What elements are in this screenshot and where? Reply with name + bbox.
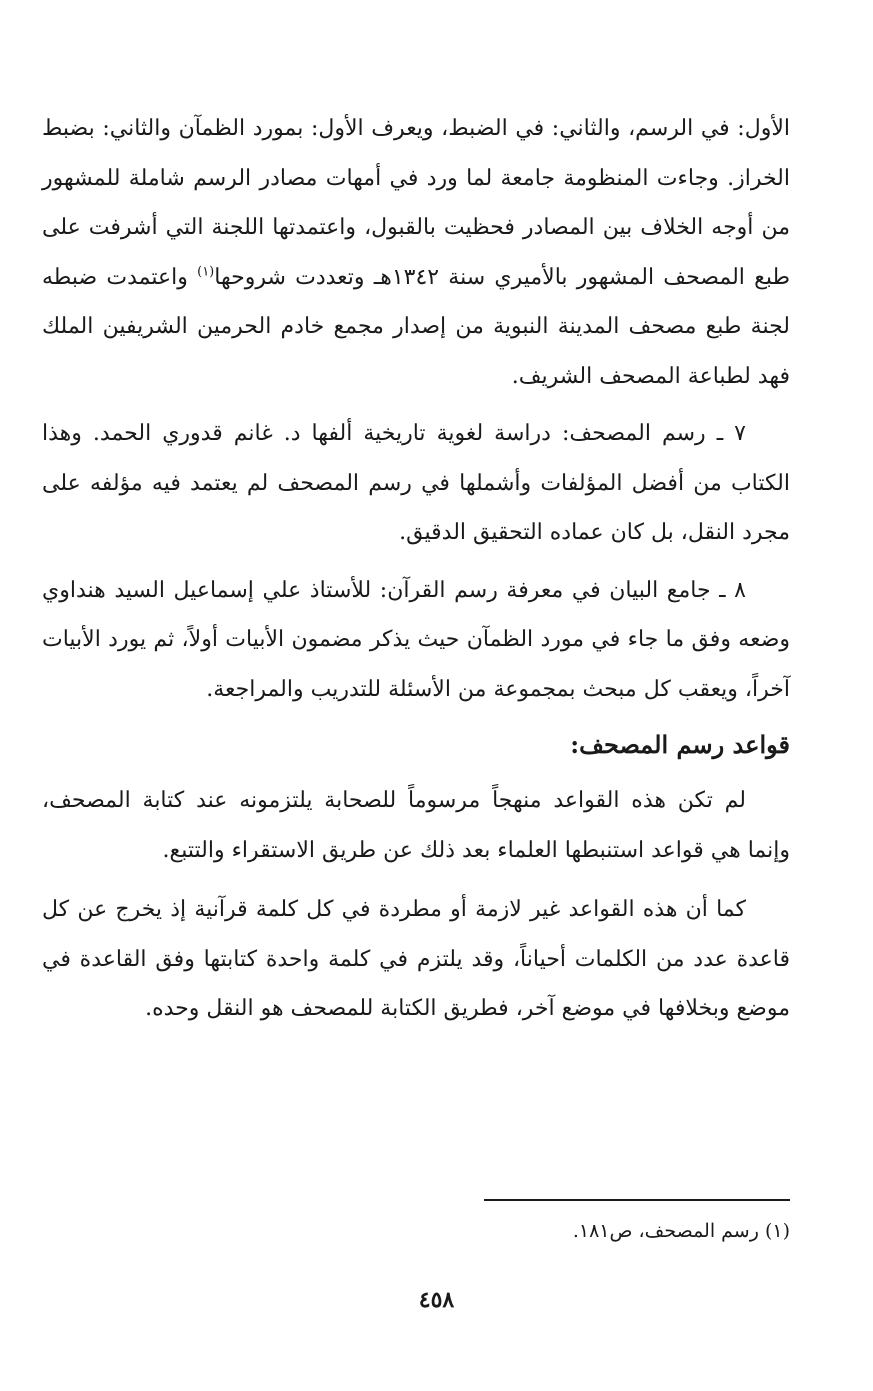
paragraph-rules-exceptions: كما أن هذه القواعد غير لازمة أو مطردة في كل كلمة قرآنية إذ يخرج عن كل قاعدة عدد من الكلمات أحياناً، وقد يلتزم في كلمة واحدة كتابتها وفق القاعدة في موضع وبخلافها في موضع آخر، فطريق الكتابة للمصحف هو النقل وحده. bbox=[42, 897, 790, 1021]
footnote-divider bbox=[484, 1199, 790, 1201]
paragraph-text-continued: واعتمدت ضبطه لجنة طبع مصحف المدينة النبوية من إصدار مجمع خادم الحرمين الشريفين الملك فهد لطباعة المصحف الشريف. bbox=[42, 264, 790, 389]
page-number: ٤٥٨ bbox=[418, 1287, 455, 1313]
list-item-8: ٨ ـ جامع البيان في معرفة رسم القرآن: للأستاذ علي إسماعيل السيد هنداوي وضعه وفق ما جاء في مورد الظمآن حيث يذكر مضمون الأبيات أولاً، ثم يورد الأبيات آخراً، ويعقب كل مبحث بمجموعة من الأسئلة للتدريب والمراجعة. bbox=[42, 577, 790, 702]
footnote: (١) رسم المصحف، ص١٨١. bbox=[572, 1220, 790, 1242]
footnote-reference[interactable]: (١) bbox=[197, 264, 215, 280]
list-item-7: ٧ ـ رسم المصحف: دراسة لغوية تاريخية ألفها د. غانم قدوري الحمد. وهذا الكتاب من أفضل المؤلفات وأشملها في رسم المصحف لم يعتمد فيه مؤلفه على مجرد النقل، بل كان عماده التحقيق الدقيق. bbox=[42, 421, 790, 545]
section-heading: قواعد رسم المصحف: bbox=[570, 730, 790, 759]
page-body bbox=[42, 104, 790, 1034]
paragraph-text: الأول: في الرسم، والثاني: في الضبط، ويعرف الأول: بمورد الظمآن والثاني: بضبط الخراز. وجاءت المنظومة جامعة لما ورد في أمهات مصادر الرسم شاملة للمشهور من أوجه الخلاف بين المصادر فحظيت بالقبول، واعتمدتها اللجنة التي أشرفت على طبع المصحف المشهور بالأميري سنة ١٣٤٢هـ وتعددت شروحها bbox=[42, 116, 790, 290]
paragraph-rules-origin: لم تكن هذه القواعد منهجاً مرسوماً للصحابة يلتزمونه عند كتابة المصحف، وإنما هي قواعد استنبطها العلماء بعد ذلك عن طريق الاستقراء والتتبع. bbox=[42, 788, 790, 863]
paragraph-mawrid-zamaan bbox=[42, 104, 790, 401]
